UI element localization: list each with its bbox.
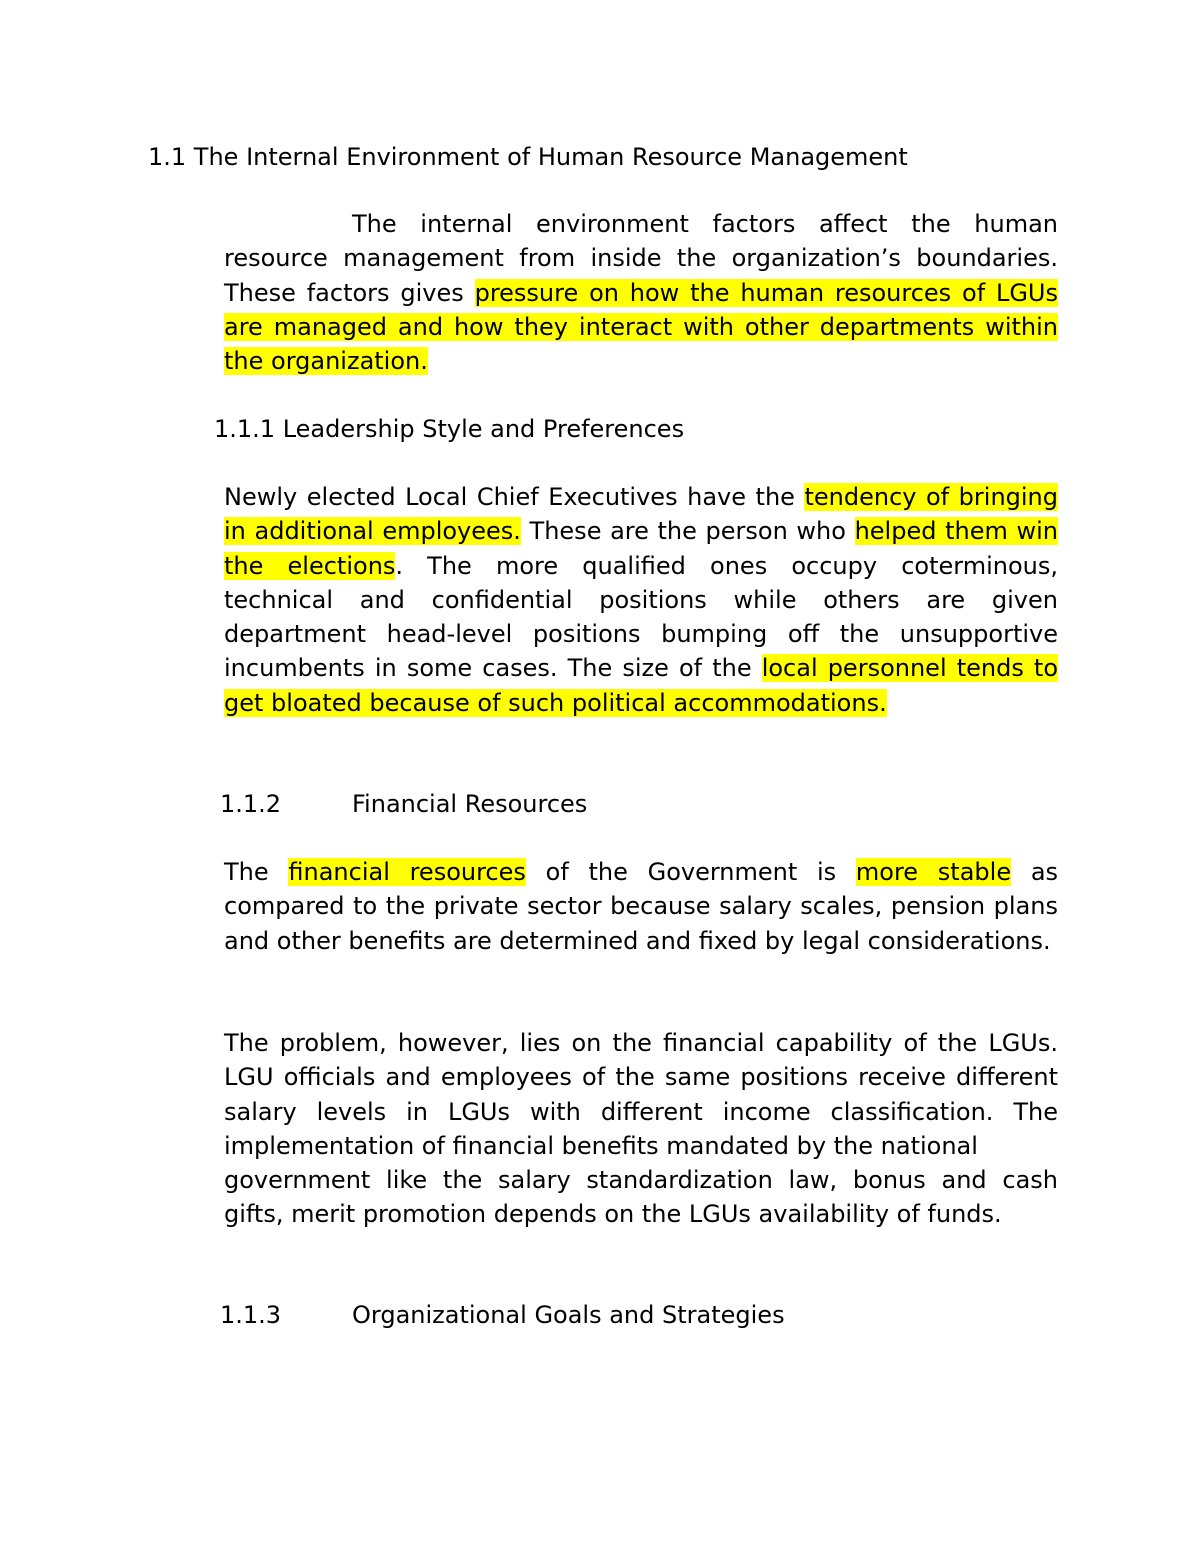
heading-organizational-goals [220,1298,785,1332]
financial-text-2: of the Government is [525,858,856,886]
financial-text-3: as compared to the private sector because salary scales, pension plans and other benefits are determined and fixed by legal considerations. [224,858,1059,955]
heading-leadership-style: 1.1.1 Leadership Style and Preferences [214,415,685,443]
leadership-text-3: . The more qualified ones occupy coterminous, technical and confidential positions while others are given department head-level positions bumping off the unsupportive incumbents in some cases. The size of the [224,551,1058,683]
section-number: 1.1.2 [220,790,282,818]
leadership-highlight-2: helped them win the elections [224,517,1058,580]
leadership-highlight-3: local personnel tends to get bloated because of such political accommodations. [224,654,1058,717]
leadership-highlight-1: tendency of bringing in additional employees. [224,483,1058,546]
leadership-paragraph [224,480,1058,720]
financial-p2-text-2: government like the salary standardization law, bonus and cash gifts, merit promotion depends on the LGUs availability of funds. [224,1166,1058,1229]
financial-highlight-2: more stable [855,858,1012,886]
section-title: Organizational Goals and Strategies [352,1301,785,1329]
leadership-text-1: Newly elected Local Chief Executives have the [224,483,805,511]
financial-highlight-1: financial resources [288,858,526,886]
heading-financial-resources [220,787,587,821]
section-number: 1.1.3 [220,1301,282,1329]
intro-paragraph [224,207,1058,378]
section-title: Financial Resources [352,790,588,818]
financial-text-1: The [224,858,289,886]
financial-paragraph-2 [224,1026,1058,1232]
intro-text-1: The internal environment factors affect the human resource management from inside the organization’s boundaries. These factors gives [224,210,1058,307]
heading-main: 1.1 The Internal Environment of Human Resource Management [148,143,908,171]
intro-highlight-1: pressure on how the human resources of LGUs are managed and how they interact with other departments within the organization. [224,278,1059,376]
financial-paragraph-1 [224,855,1058,958]
leadership-text-2: These are the person who [520,517,855,546]
financial-p2-text-1: The problem, however, lies on the financial capability of the LGUs. LGU officials and employees of the same positions receive different salary levels in LGUs with different income classification. The implementation of financial benefits mandated by the national [224,1029,1058,1160]
